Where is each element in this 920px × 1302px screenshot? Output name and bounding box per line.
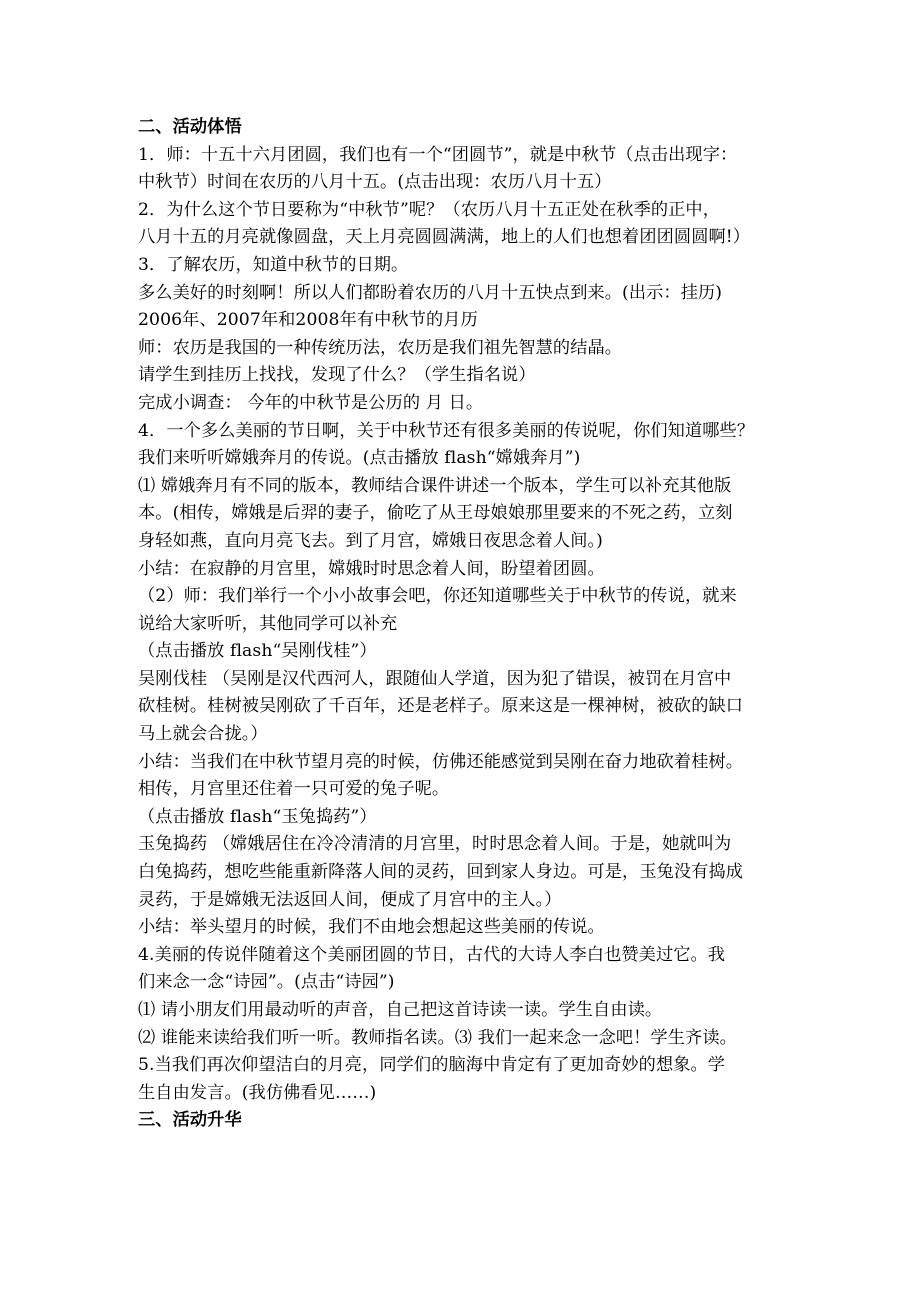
text-line: 我们来听听嫦娥奔月的传说。(点击播放 flash“嫦娥奔月”) [138, 448, 581, 469]
text-line: ⑴ 嫦娥奔月有不同的版本，教师结合课件讲述一个版本，学生可以补充其他版 [138, 475, 732, 496]
text-line: 小结：当我们在中秋节望月亮的时候，仿佛还能感觉到吴刚在奋力地砍着桂树。 [138, 751, 744, 772]
text-line: 3．了解农历，知道中秋节的日期。 [138, 254, 409, 275]
text-line: 玉兔捣药 （嫦娥居住在冷冷清清的月宫里，时时思念着人间。于是，她就叫为 [138, 834, 732, 855]
text-line: （2）师：我们举行一个小小故事会吧，你还知道哪些关于中秋节的传说，就来 [138, 586, 737, 607]
text-line: 4．一个多么美丽的节日啊，关于中秋节还有很多美丽的传说呢，你们知道哪些？ [138, 420, 755, 441]
section-heading: 三、活动升华 [138, 1110, 242, 1131]
text-line: 相传，月宫里还住着一只可爱的兔子呢。 [138, 779, 450, 800]
text-line: 1．师：十五十六月团圆，我们也有一个“团圆节”，就是中秋节（点击出现字： [138, 144, 738, 165]
text-line: 中秋节）时间在农历的八月十五。(点击出现：农历八月十五） [138, 172, 612, 193]
text-line: （点击播放 flash“玉兔捣药”） [138, 806, 377, 827]
text-line: ⑵ 谁能来读给我们听一听。教师指名读。⑶ 我们一起来念一念吧！学生齐读。 [138, 1027, 737, 1048]
text-line: 4.美丽的传说伴随着这个美丽团圆的节日，古代的大诗人李白也赞美过它。我 [138, 944, 726, 965]
text-line: 马上就会合拢。） [138, 724, 268, 745]
text-line: 5.当我们再次仰望洁白的月亮，同学们的脑海中肯定有了更加奇妙的想象。学 [138, 1055, 726, 1076]
text-line: 请学生到挂历上找找，发现了什么？（学生指名说） [138, 365, 536, 386]
section-heading: 二、活动体悟 [138, 117, 242, 137]
text-line: 小结：在寂静的月宫里，嫦娥时时思念着人间，盼望着团圆。 [138, 558, 605, 579]
text-line: 说给大家听听，其他同学可以补充 [138, 613, 398, 634]
text-line: 砍桂树。桂树被吴刚砍了千百年，还是老样子。原来这是一棵神树，被砍的缺口 [138, 696, 744, 717]
text-line: 们来念一念“诗园”。(点击“诗园”) [138, 972, 395, 993]
text-line: 2．为什么这个节日要称为“中秋节”呢？（农历八月十五正处在秋季的正中， [138, 199, 721, 220]
text-line: 小结：举头望月的时候，我们不由地会想起这些美丽的传说。 [138, 917, 605, 938]
text-line: 身轻如燕，直向月亮飞去。到了月宫，嫦娥日夜思念着人间。) [138, 530, 603, 551]
text-line: 师：农历是我国的一种传统历法，农历是我们祖先智慧的结晶。 [138, 337, 623, 358]
text-line: ⑴ 请小朋友们用最动听的声音，自己把这首诗读一读。学生自由读。 [138, 1000, 663, 1020]
text-line: 本。(相传，嫦娥是后羿的妻子，偷吃了从王母娘娘那里要来的不死之药，立刻 [138, 503, 733, 524]
text-line: 吴刚伐桂 （吴刚是汉代西河人，跟随仙人学道，因为犯了错误，被罚在月宫中 [138, 668, 732, 689]
text-line: 灵药，于是嫦娥无法返回人间，便成了月宫中的主人。） [138, 889, 562, 910]
text-line: 多么美好的时刻啊！所以人们都盼着农历的八月十五快点到来。(出示：挂历) [138, 282, 723, 303]
text-line: 八月十五的月亮就像圆盘，天上月亮圆圆满满，地上的人们也想着团团圆圆啊!） [138, 227, 751, 248]
text-line: 生自由发言。(我仿佛看见……) [138, 1082, 377, 1103]
text-line: 白兔捣药，想吃些能重新降落人间的灵药，回到家人身边。可是，玉兔没有捣成 [138, 862, 744, 883]
text-line: 2006年、2007年和2008年有中秋节的月历 [138, 310, 478, 331]
text-line: 完成小调查： 今年的中秋节是公历的 月 日。 [138, 392, 484, 413]
text-line: （点击播放 flash“吴刚伐桂”） [138, 641, 377, 662]
